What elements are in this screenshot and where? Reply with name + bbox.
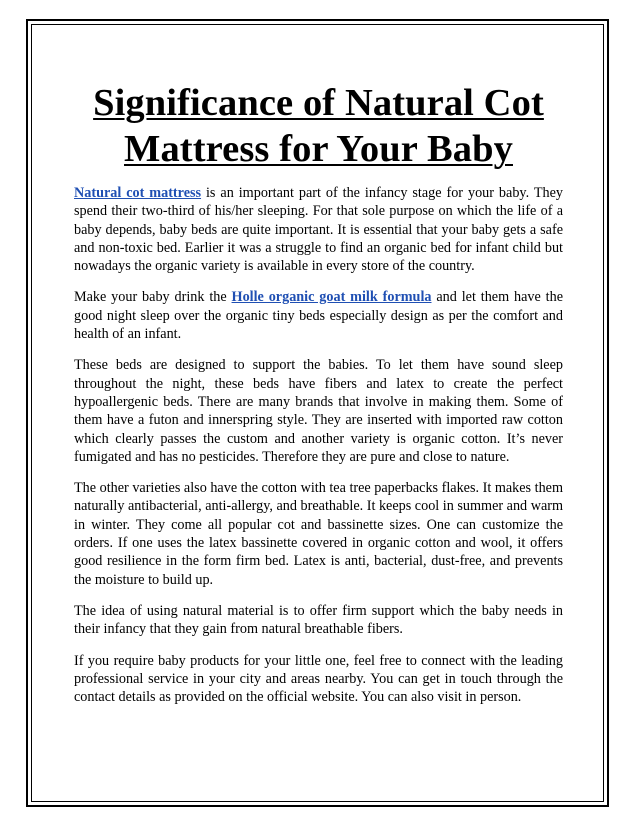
paragraph-3: These beds are designed to support the babies. To let them have sound sleep throughout the night, these beds have fibers and latex to create the perfect hypoallergenic beds. There are many brands that involve in making them. Some of them have a futon and innerspring style. They are inserted with imported raw cotton which clearly passes the custom and another variety is organic cotton. It’s never fumigated and has no pesticides. Therefore they are pure and close to nature. — [74, 357, 563, 465]
natural-cot-mattress-link[interactable]: Natural cot mattress — [74, 185, 202, 201]
paragraph-6: If you require baby products for your little one, feel free to connect with the leading professional service in your city and areas nearby. You can get in touch through the contact details as provided on the official website. You can also visit in person. — [74, 652, 563, 706]
paragraph-5: The idea of using natural material is to offer firm support which the baby needs in their infancy that they gain from natural breathable fibers. — [74, 602, 563, 638]
title-line-2: Mattress for Your Baby — [124, 128, 513, 170]
paragraph-2 — [74, 288, 563, 343]
paragraph-2-after: and let them have the good night sleep over the organic tiny beds especially design as per the comfort and health of an infant. — [74, 289, 564, 343]
page-title — [74, 80, 563, 172]
paragraph-2-before: Make your baby drink the — [74, 289, 232, 306]
document-body — [74, 80, 563, 719]
paragraph-4: The other varieties also have the cotton with tea tree paperbacks flakes. It makes them naturally antibacterial, anti-allergy, and breathable. It keeps cool in summer and warm in winter. They come all popular cot and bassinette sizes. One can customize the orders. If one uses the latex bassinette covered in organic cotton and wool, it offers good resilience in the form firm bed. Latex is anti, bacterial, dust-free, and prevents the moisture to build up. — [74, 480, 563, 588]
holle-goat-milk-link[interactable]: Holle organic goat milk formula — [231, 289, 432, 306]
title-line-1: Significance of Natural Cot — [93, 82, 544, 124]
paragraph-1-text: is an important part of the infancy stage for your baby. They spend their two-third of his/her sleeping. For that sole purpose on which the life of a baby depends, baby beds are quite important. It is essential that your baby gets a safe and non-toxic bed. Earlier it was a struggle to find an organic bed for infant child but nowadays the organic variety is available in every store of the country. — [74, 185, 563, 275]
paragraph-1 — [74, 184, 563, 275]
